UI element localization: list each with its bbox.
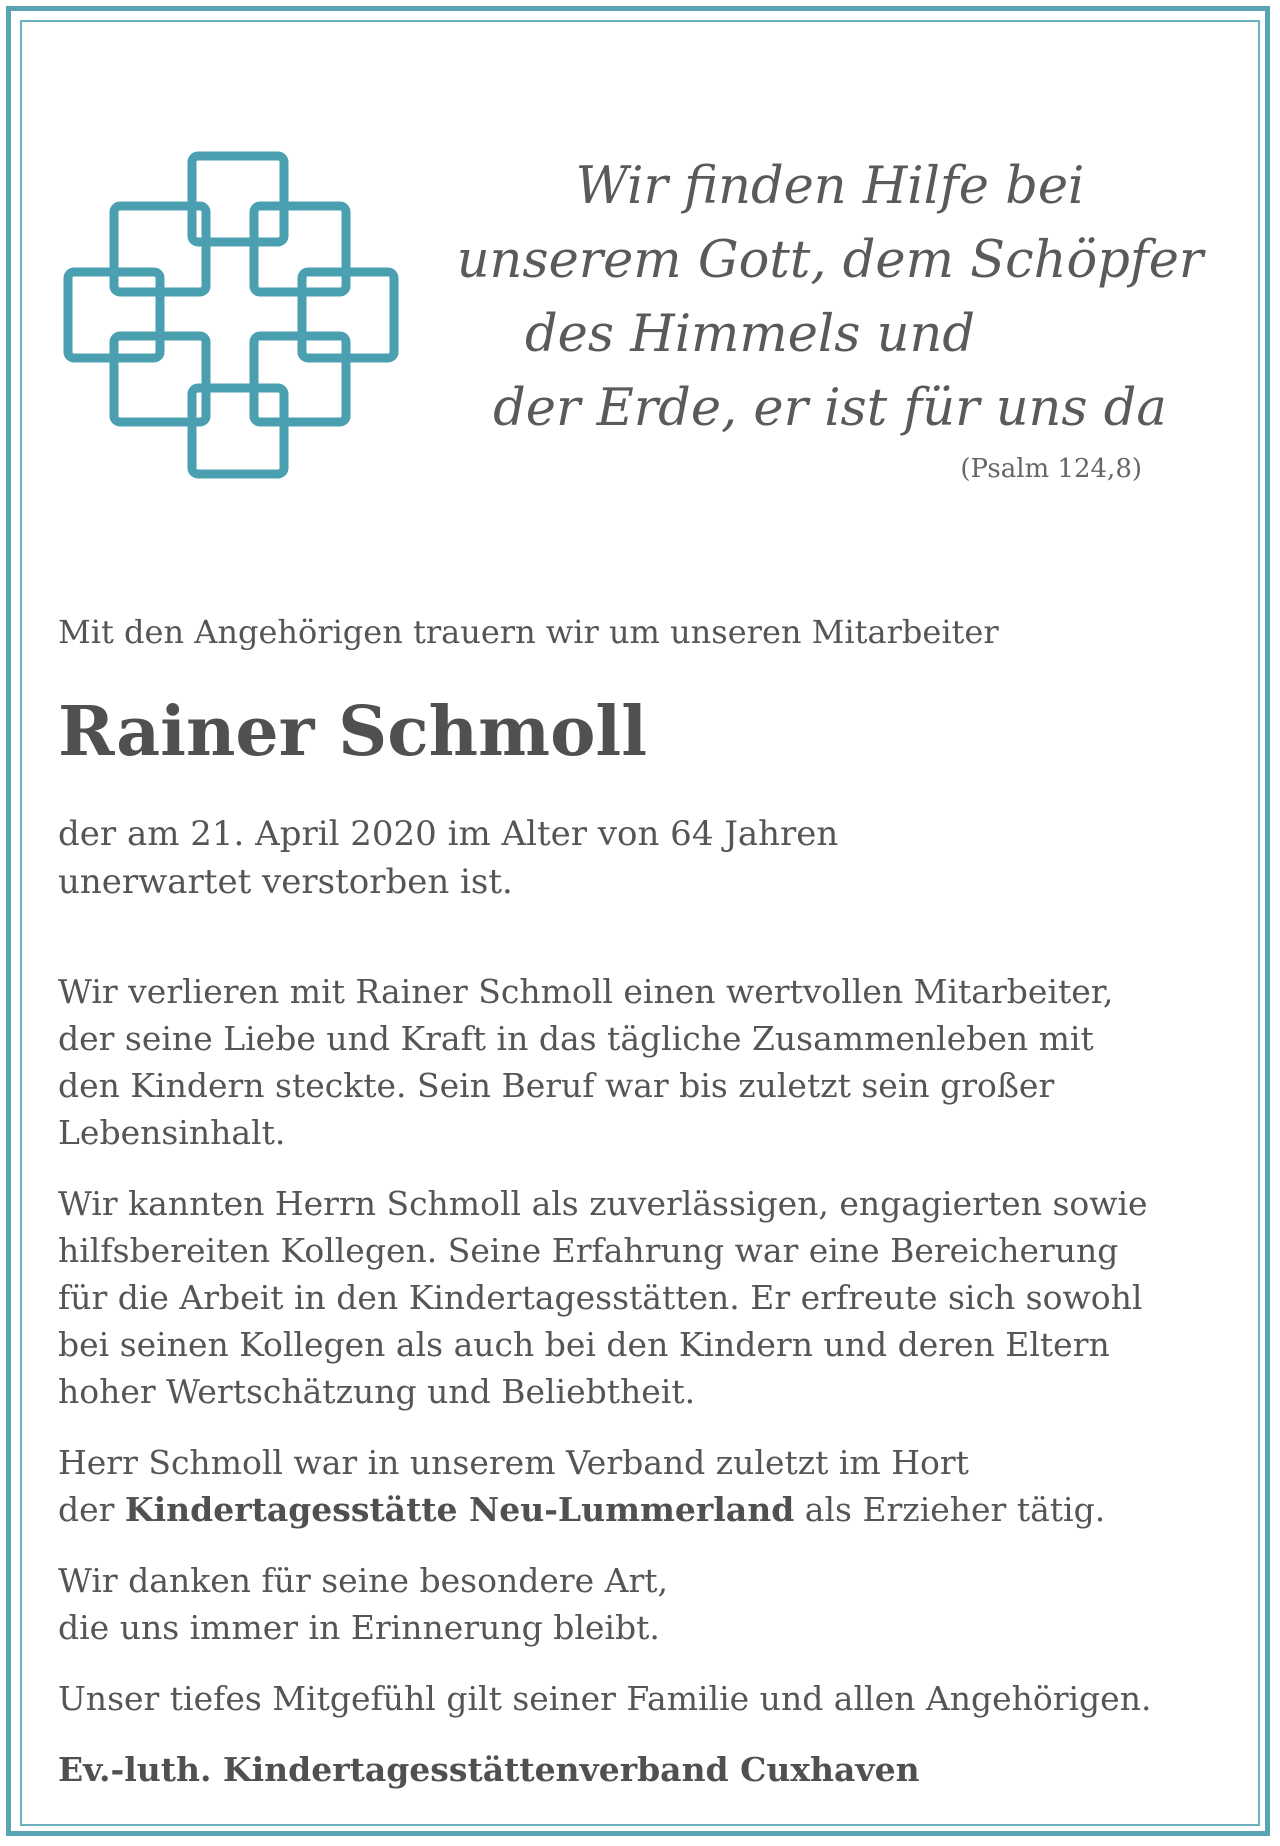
text-line: Wir kannten Herrn Schmoll als zuverlässigen, engagierten sowie — [58, 1184, 1148, 1223]
interlocking-squares-cross-icon — [62, 148, 422, 493]
psalm-verse — [440, 150, 1220, 446]
text-line: Wir verlieren mit Rainer Schmoll einen wertvollen Mitarbeiter, — [58, 972, 1114, 1011]
text-line: Lebensinhalt. — [58, 1113, 286, 1152]
text-fragment: als Erzieher tätig. — [794, 1490, 1106, 1529]
paragraph-tribute — [58, 968, 1228, 1156]
text-line: der am 21. April 2020 im Alter von 64 Jahren — [58, 814, 839, 854]
paragraph-condolence: Unser tiefes Mitgefühl gilt seiner Familie und allen Angehörigen. — [58, 1679, 1152, 1718]
text-line: unerwartet verstorben ist. — [58, 862, 513, 902]
verse-line: unserem Gott, dem Schöpfer — [456, 231, 1204, 290]
paragraph-position — [58, 1439, 1228, 1533]
notice-body — [58, 610, 1228, 1793]
signature: Ev.-luth. Kindertagesstättenverband Cuxhaven — [58, 1750, 920, 1789]
verse-line: des Himmels und — [525, 305, 975, 364]
text-line: die uns immer in Erinnerung bleibt. — [58, 1608, 660, 1647]
text-line: hilfsbereiten Kollegen. Seine Erfahrung war eine Bereicherung — [58, 1231, 1119, 1270]
text-line: hoher Wertschätzung und Beliebtheit. — [58, 1372, 696, 1411]
text-fragment: der — [58, 1490, 125, 1529]
text-line: Wir danken für seine besondere Art, — [58, 1561, 669, 1600]
psalm-reference: (Psalm 124,8) — [960, 454, 1142, 484]
text-line: für die Arbeit in den Kindertagesstätten. Er erfreute sich sowohl — [58, 1278, 1143, 1317]
verse-line: Wir finden Hilfe bei — [575, 157, 1085, 216]
text-line: Herr Schmoll war in unserem Verband zuletzt im Hort — [58, 1443, 969, 1482]
kindergarten-name: Kindertagesstätte Neu-Lummerland — [124, 1490, 795, 1529]
intro-text: Mit den Angehörigen trauern wir um unseren Mitarbeiter — [58, 613, 999, 651]
text-line — [58, 1486, 1228, 1533]
death-details — [58, 810, 1228, 906]
paragraph-colleague — [58, 1180, 1228, 1415]
deceased-name: Rainer Schmoll — [58, 692, 648, 772]
text-line: der seine Liebe und Kraft in das tägliche Zusammenleben mit — [58, 1019, 1094, 1058]
paragraph-thanks — [58, 1557, 1228, 1651]
text-line: bei seinen Kollegen als auch bei den Kindern und deren Eltern — [58, 1325, 1110, 1364]
verse-line: der Erde, er ist für uns da — [493, 379, 1167, 438]
text-line: den Kindern steckte. Sein Beruf war bis zuletzt sein großer — [58, 1066, 1055, 1105]
